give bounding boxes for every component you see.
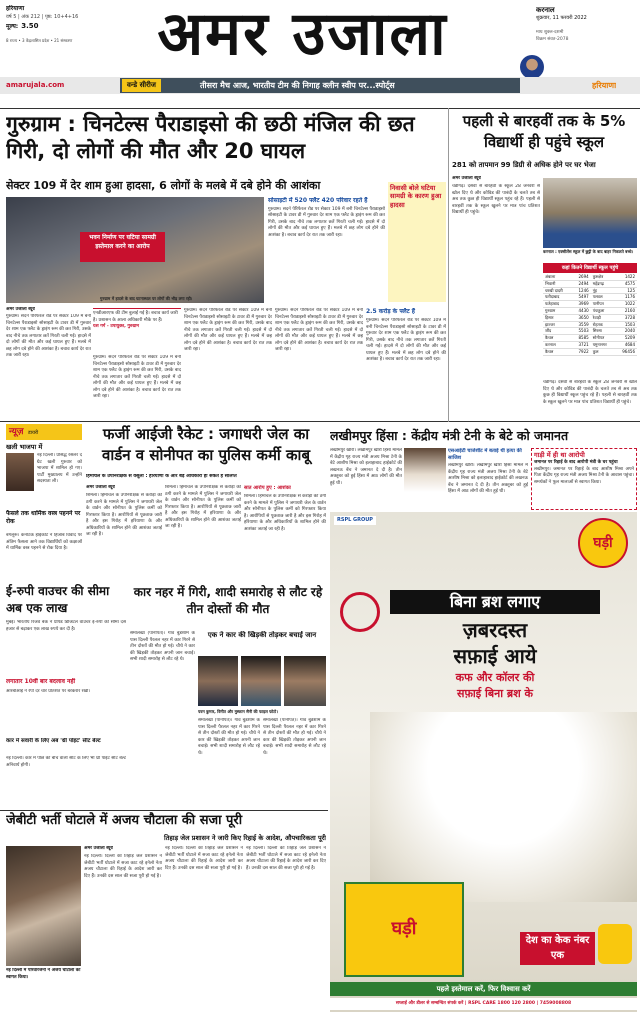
header-right [536, 5, 636, 73]
ad-line4: कफ और कॉलर की [455, 671, 535, 684]
jbt-body3: नई दिल्ली। दिल्ली की तिहाड़ जेल प्रशासन ने जेबीटी भर्ती घोटाले में सजा काट रहे इनेलो नेता अजय चौटाला की रिहाई के आदेश जारी कर दिए हैं। उनकी दस साल की सजा पूरी हो गई है। [246, 846, 326, 871]
school-table-title: कहां कितने विद्यार्थी स्कूल पहुंचे [543, 263, 637, 273]
teni-body2: लखीमपुर खीरी। लखीमपुर खीरी हिंसा मामले में केंद्रीय गृह राज्य मंत्री अजय मिश्रा टेनी के बेटे आशीष मिश्रा को इलाहाबाद हाईकोर्ट की लखनऊ बेंच ने जमानत दे दी है। तीन अक्तूबर को हुई हिंसा में आठ लोगों की मौत हुई थी। [448, 463, 528, 495]
district-name: भिवानी [543, 280, 572, 287]
ad-brand: घड़ी [593, 534, 613, 551]
student-count: 1503 [615, 321, 637, 328]
district-name: कुल [591, 348, 615, 355]
ad-thumb-icon [598, 924, 632, 964]
jbt-headline: जेबीटी भर्ती घोटाले में अजय चौटाला की सजा पूरी [6, 813, 243, 828]
lead-quote [93, 308, 181, 353]
lead-side-heading2: 2.5 करोड़ के फ्लैट हैं [366, 308, 415, 315]
student-count: 5503 [572, 328, 591, 335]
school-table-row [543, 348, 637, 355]
teni-headline: लखीमपुर हिंसा : केंद्रीय मंत्री टेनी के बेटे को जमानत [330, 428, 569, 443]
jbt-body: नई दिल्ली। दिल्ली की तिहाड़ जेल प्रशासन ने जेबीटी भर्ती घोटाले में सजा काट रहे इनेलो नेता अजय चौटाला की रिहाई के आदेश जारी कर दिए हैं। उनकी दस साल की सजा पूरी हो गई है। [84, 854, 162, 879]
lead-side-heading: सोसाइटी में 520 फ्लैट 420 परिवार रहते हैं [268, 197, 368, 204]
fakeips-subhead: हिमाचल के उपनिरीक्षक से वसूली : हरियाणा के और बड़े अधिकारी हो सकते हैं संलिप्त [86, 474, 237, 479]
district-name: पानीपत [591, 301, 615, 308]
fakeips-box-title: सात आरोप हुए : आशंका [244, 485, 291, 491]
lead-body: गुरुग्राम। सदर्न पेरिफेरल रोड पर सेक्टर 109 में बनी चिनटेल्स पैराडाइसो सोसाइटी के टावर डी में गुरुवार देर शाम एक फ्लैट के ड्राइंग रूम की छत गिरी, उसके बाद नीचे तक लगातार छतें गिरती चली गईं। हादसे में दो लोगों की मौत और कई घायल हुए हैं। मलबे में छह लोग दबे होने की आशंका है। बचाव कार्य देर रात तक जारी रहा। [6, 314, 91, 359]
header-left [6, 5, 131, 55]
diary-item5-title: कार में सवारी के लिए अब 'थ्री पॉइंट' सीट बेल्ट [6, 738, 101, 744]
student-count: 1246 [572, 287, 591, 294]
diary-label: न्यूज़ [9, 427, 24, 437]
school-body-2: चंडीगढ़। दसवीं से बारहवीं के स्कूल 28 जनवरी से खोल दिए थे और कोविड की पाबंदी के चलते तब से अब तक कुछ ही विद्यार्थी स्कूल पहुंच रहे हैं। पहली से बारहवीं तक के स्कूल खुलने पर मात्र पांच प्रतिशत विद्यार्थी ही पहुंचे। [543, 380, 637, 405]
student-count: 2494 [572, 280, 591, 287]
divider-vertical [448, 108, 449, 422]
right-col-box [531, 448, 637, 510]
student-count: 96456 [615, 348, 637, 355]
student-count: 4575 [615, 280, 637, 287]
teni-photo [404, 448, 446, 492]
lead-body-col5: गुरुग्राम। सदर्न पेरिफेरल रोड पर सेक्टर 109 में बनी चिनटेल्स पैराडाइसो सोसाइटी के टावर डी में गुरुवार देर शाम एक फ्लैट के ड्राइंग रूम की छत गिरी, उसके बाद नीचे तक लगातार छतें गिरती चली गईं। हादसे में दो लोगों की मौत और कई घायल हुए हैं। मलबे में छह लोग दबे होने की आशंका है। बचाव कार्य देर रात तक जारी रहा। [366, 318, 446, 363]
school-body: चंडीगढ़। दसवीं से बारहवीं के स्कूल 28 जनवरी से खोल दिए थे और कोविड की पाबंदी के चलते तब से अब तक कुछ ही विद्यार्थी स्कूल पहुंच रहे हैं। पहली से बारहवीं तक के स्कूल खुलने पर मात्र पांच प्रतिशत विद्यार्थी ही पहुंचे। [452, 184, 540, 216]
website-link[interactable]: amarujala.com [6, 81, 65, 89]
state-label: हरियाणा [592, 81, 617, 90]
ad-brand-tag: RSPL GROUP [334, 516, 376, 525]
city-label: करनाल [536, 6, 555, 14]
district-name: झज्जर [543, 321, 572, 328]
header-person-photo [520, 55, 544, 79]
district-name: पंचकूला [591, 307, 615, 314]
student-count: 2160 [615, 307, 637, 314]
canal-body: समालखा (पानीपत)। गांव बुडशाम के पास दिल्ली पैरलल नहर में कार गिरने से तीन दोस्तों की मौत हो गई। चौथे ने कार की खिड़की तोड़कर अपनी जान बचाई। सभी शादी समारोह से लौट रहे थे। [130, 631, 195, 663]
district-name: जींद [543, 328, 572, 335]
district-name: रोहतक [591, 321, 615, 328]
ad-product-pack [344, 882, 464, 977]
student-count: 2040 [615, 328, 637, 335]
right-col-body: लखीमपुर। जमानत पर रिहाई के बाद आशीष मिश्रा अपने पिता केंद्रीय गृह राज्य मंत्री अजय मिश्रा टेनी के आवास पहुंचा। समर्थकों ने फूल मालाओं से स्वागत किया। [534, 466, 634, 485]
district-name: पलवल [591, 294, 615, 301]
student-count: 1422 [615, 274, 637, 280]
diary-header [6, 424, 82, 440]
lead-box [388, 182, 446, 302]
ad-logo [578, 518, 628, 568]
diary-label2: डायरी [28, 430, 39, 436]
ad-brush-icon [340, 592, 380, 632]
ad-footer: सप्लाई और डीलर से सम्बन्धित संपर्क करें | RSPL CARE 1800 120 2800 | 7459008808 [330, 998, 637, 1010]
fakeips-body: शिमला। हिमाचल के उपनिरीक्षक से करोड़ों की ठगी करने के मामले में पुलिस ने जगाधरी जेल के वार्डन और सोनीपत के पुलिस कर्मी को गिरफ्तार किया है। आरोपियों से पूछताछ जारी है और इस गिरोह में हरियाणा के और अधिकारियों के शामिल होने की आशंका जताई जा रही है। [86, 493, 162, 538]
ad-pack-brand: घड़ी [391, 918, 417, 940]
school-table-row [543, 335, 637, 342]
canal-sub: एक ने कार की खिड़की तोड़कर बचाई जान [207, 631, 317, 639]
ad-tagline: देश का केक नंबर एक [520, 932, 595, 965]
student-count: 3650 [572, 314, 591, 321]
district-name: चरखी दादरी [543, 287, 572, 294]
diary-item3-title: ई-रुपी वाउचर की सीमा अब एक लाख [6, 584, 110, 615]
lead-subhead: सेक्टर 109 में देर शाम हुआ हादसा, 6 लोगों के मलबे में दबे होने की आशंका [6, 179, 321, 192]
school-table-row [543, 301, 637, 308]
canal-photo-caption: पवन कुमार, विनीत और मुस्कान सैनी की फाइल फोटो। [198, 709, 278, 714]
student-count: 4430 [572, 307, 591, 314]
district-name: महेंद्रगढ़ [591, 280, 615, 287]
edition-label: हरियाणा [6, 5, 25, 12]
student-count: 3969 [572, 301, 591, 308]
quote-author: यश गर्ग - उपायुक्त, गुरुग्राम [93, 324, 139, 330]
canal-body2: समालखा (पानीपत)। गांव बुडशाम के पास दिल्ली पैरलल नहर में कार गिरने से तीन दोस्तों की मौत हो गई। चौथे ने कार की खिड़की तोड़कर अपनी जान बचाई। सभी शादी समारोह से लौट रहे थे। [198, 718, 260, 756]
canal-photo3 [284, 656, 326, 706]
diary-item4-title: लगातार 10वीं बार बदलाव नहीं [6, 678, 76, 685]
school-photo [543, 178, 637, 248]
district-name: हिसार [543, 314, 572, 321]
teni-box: एसआईटी चार्जशीट में बताई थी हत्या की साजिश [448, 448, 522, 462]
jbt-body2: नई दिल्ली। दिल्ली की तिहाड़ जेल प्रशासन ने जेबीटी भर्ती घोटाले में सजा काट रहे इनेलो नेता अजय चौटाला की रिहाई के आदेश जारी कर दिए हैं। उनकी दस साल की सजा पूरी हो गई है। [165, 846, 243, 871]
district-name: कैथल [543, 348, 572, 355]
canal-photo1 [198, 656, 238, 706]
diary-item5-body: नई दिल्ली। कार में पीछे की बीच वाली सीट के लिए भी थ्री पॉइंट सीट बेल्ट अनिवार्य होगी। [6, 756, 126, 768]
student-count: 5497 [572, 294, 591, 301]
student-count: 7922 [572, 348, 591, 355]
right-col-sub: जमानत पर रिहाई के बाद आरोपी मंत्री के घर पहुंचा [534, 460, 618, 466]
diary-item4-body: आरबीआई ने रेपो दर चार प्रतिशत पर बरकरार रखी। [6, 689, 90, 694]
fakeips-body3: शिमला। हिमाचल के उपनिरीक्षक से करोड़ों की ठगी करने के मामले में पुलिस ने जगाधरी जेल के वार्डन और सोनीपत के पुलिस कर्मी को गिरफ्तार किया है। आरोपियों से पूछताछ जारी है और इस गिरोह में हरियाणा के और अधिकारियों के शामिल होने की आशंका जताई जा रही है। [244, 494, 326, 532]
school-table-row [543, 307, 637, 314]
district-name: गुरुग्राम [543, 307, 572, 314]
jbt-subhead: तिहाड़ जेल प्रशासन ने जारी किए रिहाई के आदेश, औपचारिकता पूरी [164, 834, 326, 842]
fakeips-headline: फर्जी आईजी रैकेट : जगाधरी जेल का वार्डन व सोनीपत का पुलिस कर्मी काबू [101, 425, 311, 464]
diary-item1-body: नई दिल्ली। प्रसिद्ध रेसलर द ग्रेट खली गुरुवार को भाजपा में शामिल हो गए। पार्टी मुख्यालय में उन्होंने सदस्यता ली। [37, 453, 82, 485]
ad-ghadi[interactable] [330, 512, 637, 1012]
school-table [543, 274, 637, 356]
lead-body-col4: गुरुग्राम। सदर्न पेरिफेरल रोड पर सेक्टर 109 में बनी चिनटेल्स पैराडाइसो सोसाइटी के टावर डी में गुरुवार देर शाम एक फ्लैट के ड्राइंग रूम की छत गिरी, उसके बाद नीचे तक लगातार छतें गिरती चली गईं। हादसे में दो लोगों की मौत और कई घायल हुए हैं। मलबे में छह लोग दबे होने की आशंका है। बचाव कार्य देर रात तक जारी रहा। [275, 308, 363, 353]
district-name: कुरुक्षेत्र [591, 274, 615, 280]
price: मूल्य: 3.50 [6, 21, 39, 30]
jbt-photo [6, 846, 81, 966]
school-table-row [543, 294, 637, 301]
student-count: 1022 [615, 301, 637, 308]
district-name: नूंह [591, 287, 615, 294]
diary-item2-title: फैसले तक धार्मिक वस्त्र पहनने पर रोक [6, 510, 81, 525]
school-table-row [543, 328, 637, 335]
student-count: 3721 [572, 341, 591, 348]
district-name: फरीदाबाद [543, 294, 572, 301]
student-count: 5209 [615, 335, 637, 342]
nav-headline-bar[interactable] [120, 78, 520, 93]
khali-photo [6, 453, 34, 491]
nav-tag: वन्डे सीरीज [122, 79, 161, 92]
ad-line5: सफ़ाई बिना ब्रश के [457, 687, 533, 700]
district-name: सिरसा [591, 328, 615, 335]
divider-lead [0, 108, 640, 109]
school-photo-caption: करनाल : एक्सीलेंस स्कूल में छुट्टी के बाद बाहर निकलते बच्चे। [543, 249, 634, 254]
fakeips-byline: अमर उजाला ब्यूरो [86, 485, 116, 490]
quote-text: एनडीआरएफ की टीम बुलाई गई है। बचाव कार्य जारी है। प्रशासन के आला अधिकारी मौके पर हैं। [93, 311, 178, 323]
lead-body-col2: गुरुग्राम। सदर्न पेरिफेरल रोड पर सेक्टर 109 में बनी चिनटेल्स पैराडाइसो सोसाइटी के टावर डी में गुरुवार देर शाम एक फ्लैट के ड्राइंग रूम की छत गिरी, उसके बाद नीचे तक लगातार छतें गिरती चली गईं। हादसे में दो लोगों की मौत और कई घायल हुए हैं। मलबे में छह लोग दबे होने की आशंका है। बचाव कार्य देर रात तक जारी रहा। [93, 355, 181, 400]
district-name: यमुनानगर [591, 341, 615, 348]
lead-side-box [268, 197, 385, 305]
ad-line3: सफ़ाई आये [453, 644, 537, 668]
reach-meta: 8 राज्य • 3 केंद्रशासित प्रदेश • 21 संस्करण [6, 37, 73, 43]
jbt-photo-caption: नई दिल्ली में परिवारजनों ने अजय चौटाला का स्वागत किया। [6, 968, 81, 980]
canal-body3: समालखा (पानीपत)। गांव बुडशाम के पास दिल्ली पैरलल नहर में कार गिरने से तीन दोस्तों की मौत हो गई। चौथे ने कार की खिड़की तोड़कर अपनी जान बचाई। सभी शादी समारोह से लौट रहे थे। [263, 718, 326, 756]
divider-jbt [0, 810, 328, 811]
canal-photo2 [241, 656, 281, 706]
lead-box-title: निवासी बोले घटिया सामग्री के कारण हुआ हादसा [390, 184, 442, 209]
student-count: 4684 [615, 341, 637, 348]
student-count: 3728 [615, 314, 637, 321]
date-label: शुक्रवार, 11 फरवरी 2022 [536, 15, 587, 22]
ad-slogan: पहले इस्तेमाल करें, फिर विश्वास करें [330, 982, 637, 996]
school-table-row [543, 321, 637, 328]
school-table-row [543, 341, 637, 348]
student-count: 3559 [572, 321, 591, 328]
divider-mid [0, 421, 640, 422]
ad-shirt-image [370, 712, 637, 902]
ad-line2: ज़बरदस्त [462, 618, 528, 642]
student-count: 8585 [572, 335, 591, 342]
jbt-byline: अमर उजाला ब्यूरो [84, 846, 114, 851]
samvat: विक्रम संवत-2078 [536, 36, 569, 42]
nav-headline-text: तीसरा मैच आज, भारतीय टीम की निगाह क्लीन स्वीप पर...स्पोर्ट्स [200, 81, 395, 90]
lead-body-col3: गुरुग्राम। सदर्न पेरिफेरल रोड पर सेक्टर 109 में बनी चिनटेल्स पैराडाइसो सोसाइटी के टावर डी में गुरुवार देर शाम एक फ्लैट के ड्राइंग रूम की छत गिरी, उसके बाद नीचे तक लगातार छतें गिरती चली गईं। हादसे में दो लोगों की मौत और कई घायल हुए हैं। मलबे में छह लोग दबे होने की आशंका है। बचाव कार्य देर रात तक जारी रहा। [184, 308, 272, 353]
issue-meta: वर्ष 5 | अंक 212 | पृष्ठ: 10+4+16 [6, 13, 79, 20]
lead-photo-caption: गुरुग्राम में हादसे के बाद घटनास्थल पर लोगों की भीड़ लगा रही। [100, 296, 193, 301]
student-count: 1176 [615, 294, 637, 301]
district-name: फतेहाबाद [543, 301, 572, 308]
district-name: करनाल [543, 341, 572, 348]
teni-body: लखीमपुर खीरी। लखीमपुर खीरी हिंसा मामले में केंद्रीय गृह राज्य मंत्री अजय मिश्रा टेनी के बेटे आशीष मिश्रा को इलाहाबाद हाईकोर्ट की लखनऊ बेंच ने जमानत दे दी है। तीन अक्तूबर को हुई हिंसा में आठ लोगों की मौत हुई थी। [330, 448, 402, 486]
hindi-date: माघ शुक्ल-दशमी [536, 30, 564, 36]
school-byline: अमर उजाला ब्यूरो [452, 176, 482, 181]
canal-headline: कार नहर में गिरी, शादी समारोह से लौट रहे तीन दोस्तों की मौत [133, 585, 323, 616]
district-name: रेवाड़ी [591, 314, 615, 321]
masthead-logo: अमर उजाला [157, 4, 448, 64]
district-name: अंबाला [543, 274, 572, 280]
diary-item1-title: खली भाजपा में [6, 443, 43, 451]
district-name: सोनीपत [591, 335, 615, 342]
student-count: 125 [615, 287, 637, 294]
diary-item3-body: मुंबई। भारतीय रिजर्व बैंक ने प्रीपेड डिजिटल वाउचर ई-रुपी की सीमा दस हजार से बढ़ाकर एक लाख रुपये कर दी है। [6, 620, 126, 632]
lead-byline: अमर उजाला ब्यूरो [6, 307, 36, 312]
school-headline: पहली से बारहवीं तक के 5% विद्यार्थी ही पहुंचे स्कूल [462, 112, 626, 151]
lead-side-body: गुरुग्राम। सदर्न पेरिफेरल रोड पर सेक्टर 109 में बनी चिनटेल्स पैराडाइसो सोसाइटी के टावर डी में गुरुवार देर शाम एक फ्लैट के ड्राइंग रूम की छत गिरी, उसके बाद नीचे तक लगातार छतें गिरती चली गईं। हादसे में दो लोगों की मौत और कई घायल हुए हैं। मलबे में छह लोग दबे होने की आशंका है। बचाव कार्य देर रात तक जारी रहा। [268, 206, 385, 238]
school-table-row [543, 314, 637, 321]
student-count: 2694 [572, 274, 591, 280]
lead-photo-tag: भवन निर्माण पर घटिया सामग्री इस्तेमाल करने का आरोप [80, 232, 165, 262]
school-table-row [543, 280, 637, 287]
diary-item2-body: बंगलूरू। कर्नाटक हाईकोर्ट ने हिजाब विवाद पर अंतिम फैसला आने तक विद्यार्थियों को कक्षाओं में धार्मिक वस्त्र पहनने से रोक दिया है। [6, 533, 82, 552]
district-name: कैथल [543, 335, 572, 342]
school-table-row [543, 287, 637, 294]
lead-headline: गुरुग्राम : चिनटेल्स पैराडाइसो की छठी मंजिल की छत गिरी, दो लोगों की मौत और 20 घायल [6, 112, 415, 163]
school-subhead: 281 को तापमान 99 डिग्री से अधिक होने पर घर भेजा [452, 161, 596, 169]
right-col-headline: गाड़ी में ही था आरोपी [534, 451, 585, 459]
ad-line1: बिना ब्रश लगाए [390, 590, 600, 614]
fakeips-body2: शिमला। हिमाचल के उपनिरीक्षक से करोड़ों की ठगी करने के मामले में पुलिस ने जगाधरी जेल के वार्डन और सोनीपत के पुलिस कर्मी को गिरफ्तार किया है। आरोपियों से पूछताछ जारी है और इस गिरोह में हरियाणा के और अधिकारियों के शामिल होने की आशंका जताई जा रही है। [165, 485, 241, 530]
